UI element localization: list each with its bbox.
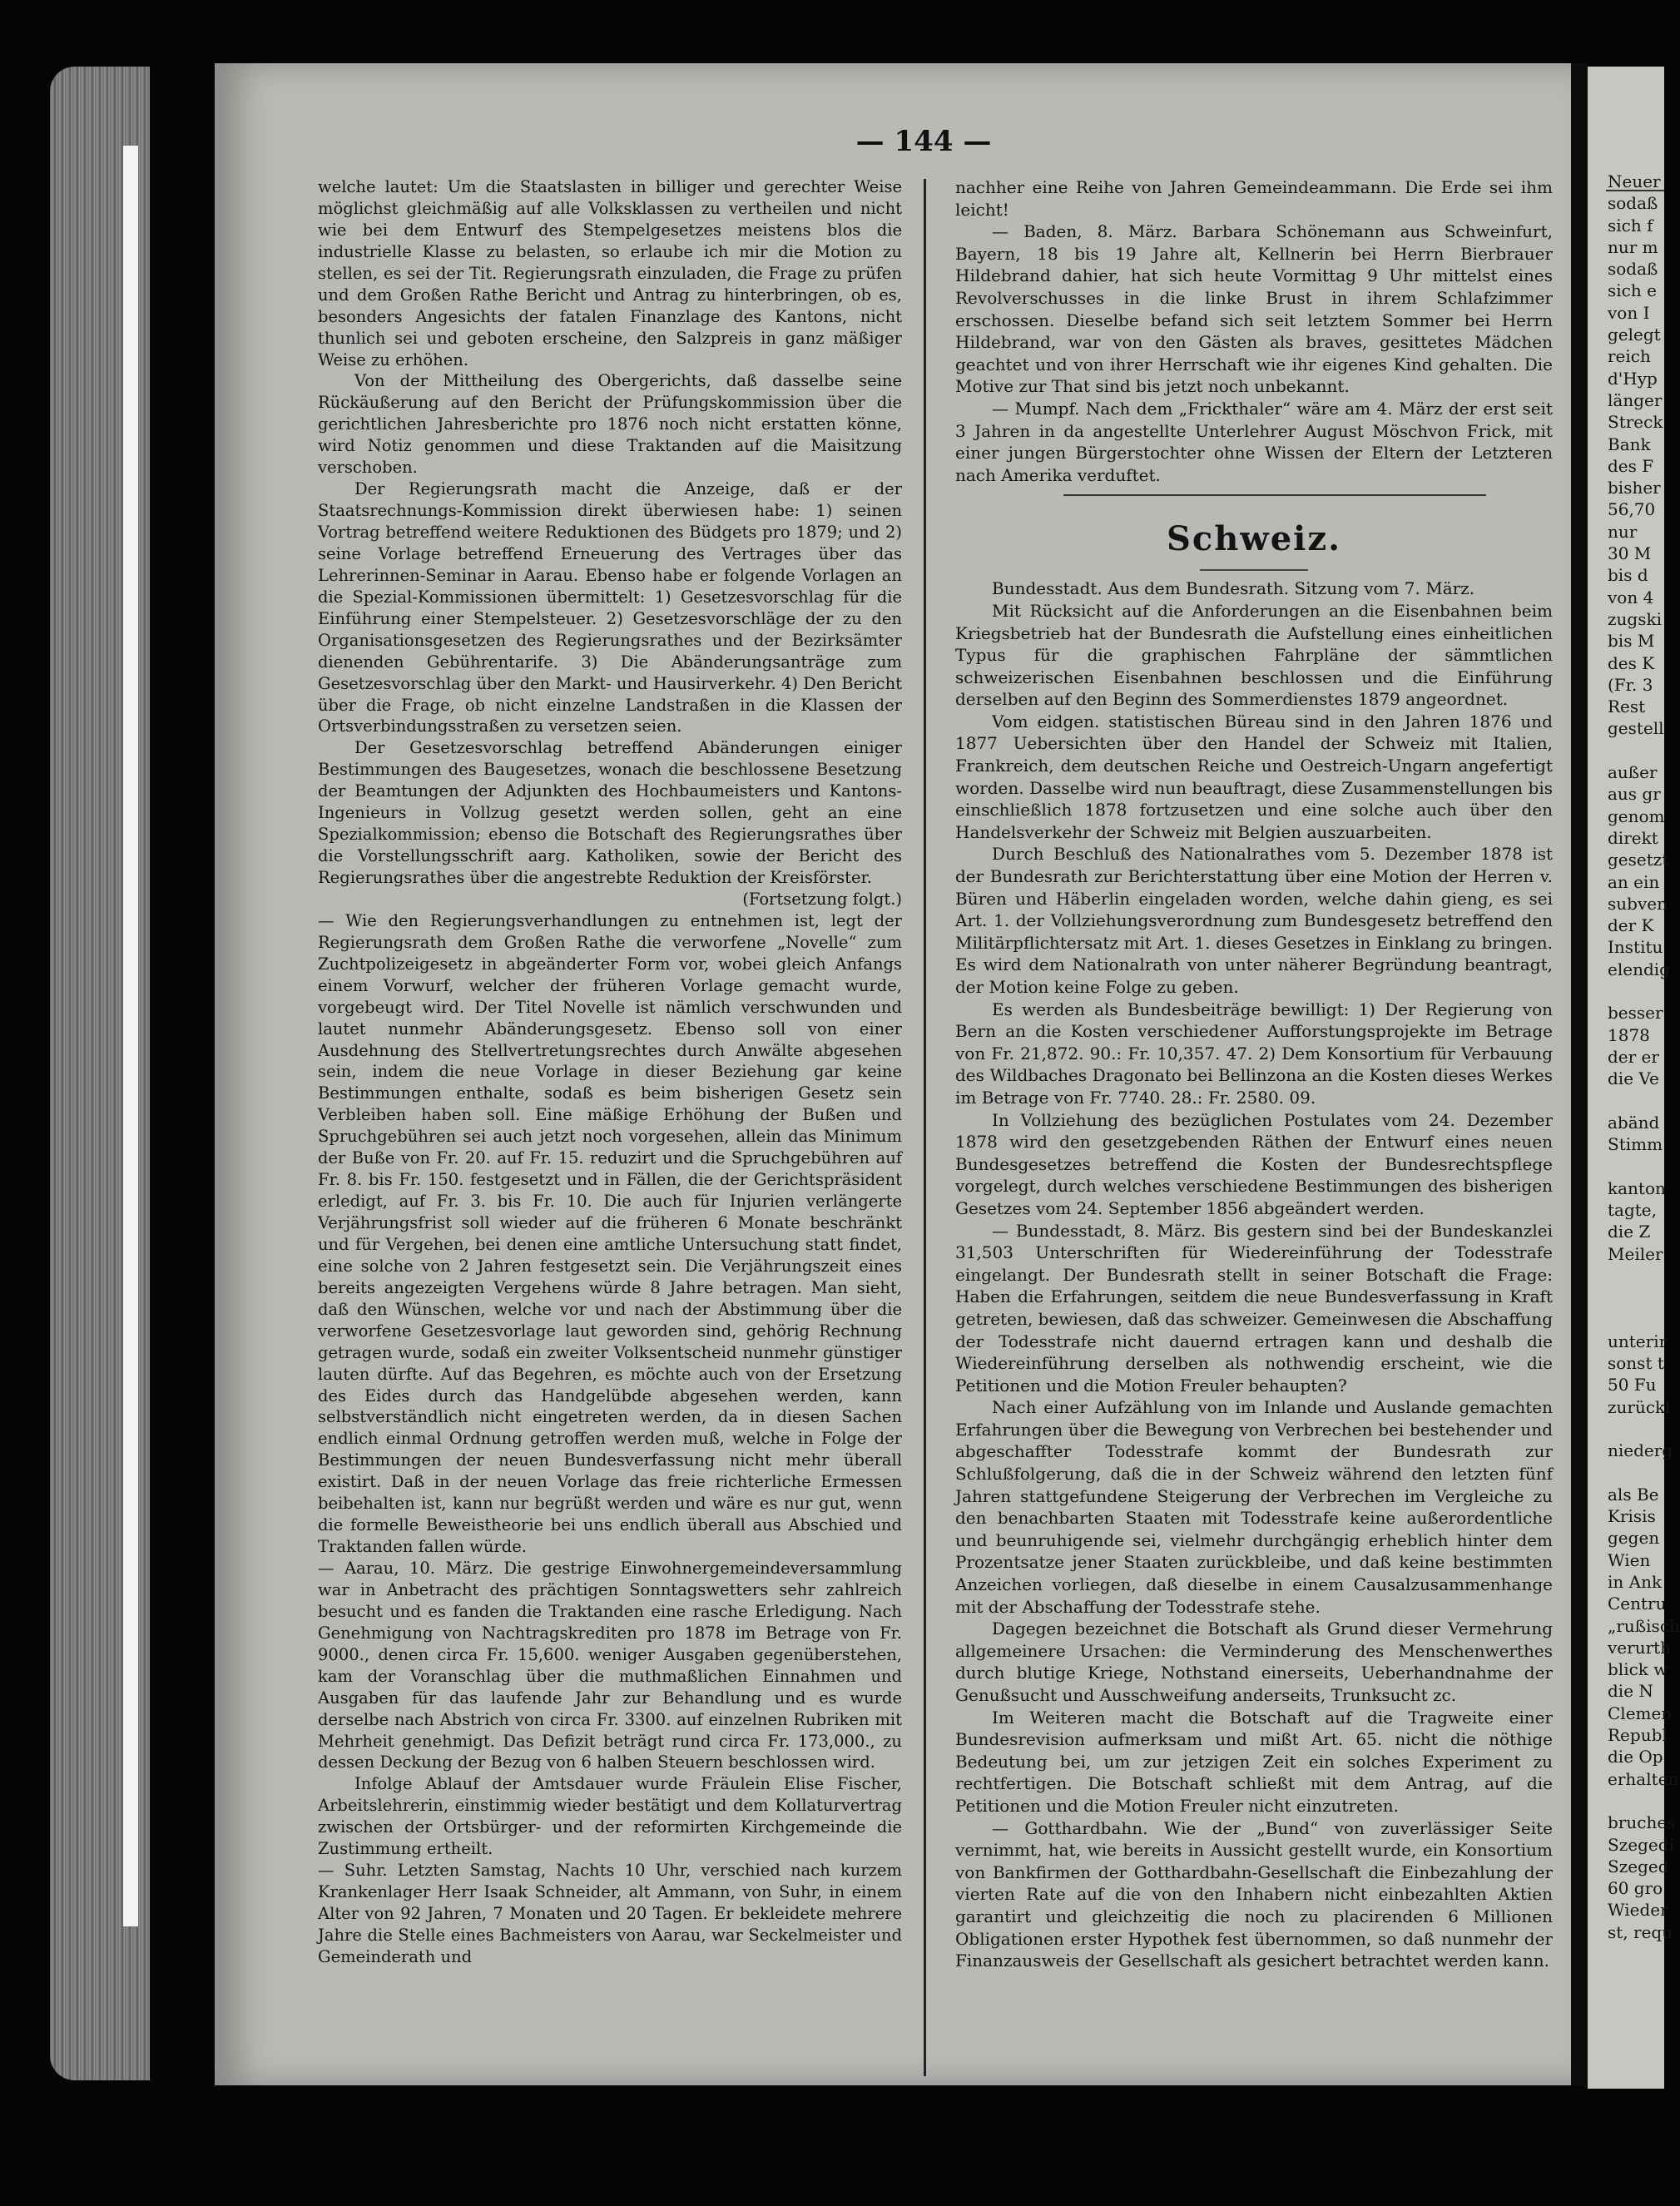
- next-page-line: die Ve: [1608, 1068, 1659, 1089]
- article-paragraph: Der Gesetzesvorschlag betreffend Abänderungen einiger Bestimmungen des Baugesetzes, wonach die beschlossene Besetzung der Beamtungen der Adjunkten des Hochbaumeisters und Kantons-Ingenieurs in Vollzug gesetzt werden sollen, geht an eine Spezialkommission; ebenso die Botschaft des Regierungsrathes über die Vorstellungsschrift aarg. Katholiken, sowie der Bericht des Regierungsrathes über die angestrebte Reduktion der Kreisförster.: [318, 738, 902, 887]
- next-page-line: Centru: [1608, 1594, 1667, 1614]
- article-paragraph: In Vollziehung des bezüglichen Postulates vom 24. Dezember 1878 wird den gesetzgebenden Räthen der Entwurf eines neuen Bundesgesetzes betreffend die Kosten der Bundesrechtspflege vorgelegt, durch welches verschiedene Bestimmungen des bisherigen Gesetzes vom 24. September 1856 abgeändert werden.: [955, 1109, 1553, 1218]
- next-page-line: reich: [1608, 346, 1651, 367]
- page-number: — 144 —: [855, 125, 992, 158]
- next-page-line: 50 Fu: [1608, 1375, 1657, 1395]
- next-page-line: gesetzt: [1608, 850, 1669, 870]
- article-paragraph: — Aarau, 10. März. Die gestrige Einwohnergemeindeversammlung war in Anbetracht des prächtigen Sonntagswetters sehr zahlreich besucht und es fanden die Traktanden eine rasche Erledigung. Nach Genehmigung von Nachtragskrediten pro 1878 im Betrage von Fr. 9000., denen circa Fr. 15,600. weniger Ausgaben gegenüberstehen, kam der Voranschlag über die muthmaßlichen Einnahmen und Ausgaben für das laufende Jahr zur Behandlung und es wurde derselbe nach Abstrich von circa Fr. 3300. auf einzelnen Rubriken mit Mehrheit genehmigt. Das Defizit beträgt rund circa Fr. 173,000., zu dessen Deckung der Bezug von 6 halben Steuern beschlossen wird.: [318, 1559, 902, 1772]
- article-paragraph: Der Regierungsrath macht die Anzeige, daß er der Staatsrechnungs-Kommission direkt überwiesen habe: 1) seinen Vortrag betreffend weitere Reduktionen des Büdgets pro 1879; und 2) seine Vorlage betreffend Erneuerung des Vertrages über das Lehrerinnen-Seminar in Aarau. Ebenso habe er folgende Vorlagen an die Spezial-Kommissionen übermittelt: 1) Gesetzesvorschlag für die Einführung einer Stempelsteuer. 2) Gesetzesvorschläge der zu den Organisationsgesetzen des Regierungsrathes und der Bezirksämter dienenden Gebührentarife. 3) Die Abänderungsanträge zum Gesetzesvorschlag über den Markt- und Hausirverkehr. 4) Den Bericht über die Frage, ob nicht einzelne Landstraßen in die Klassen der Ortsverbindungsstraßen zu versetzen seien.: [318, 479, 902, 736]
- next-page-line: tagte,: [1608, 1199, 1657, 1220]
- next-page-line: Institu: [1608, 937, 1663, 958]
- next-page-line: [1608, 980, 1664, 1002]
- article-paragraph: — Suhr. Letzten Samstag, Nachts 10 Uhr, verschied nach kurzem Krankenlager Herr Isaak Schneider, alt Ammann, von Suhr, in einem Alter von 92 Jahren, 7 Monaten und 20 Tagen. Er bekleidete mehrere Jahre die Stelle eines Bachmeisters von Aarau, war Seckelmeister und Gemeinderath und: [318, 1861, 902, 1966]
- next-page-line: bis d: [1608, 565, 1648, 586]
- next-page-line: [1608, 1462, 1664, 1484]
- next-page-line: (Fr. 3: [1608, 674, 1653, 695]
- article-paragraph: Dagegen bezeichnet die Botschaft als Grund dieser Vermehrung allgemeinere Ursachen: die Verminderung des Menschenwerthes durch blutige Kriege, Nothstand einerseits, Ueberhandnahme der Genußsucht und Ausschweifung anderseits, Trunksucht zc.: [955, 1619, 1553, 1705]
- book-edge-highlight: [123, 146, 138, 1926]
- next-page-line: des F: [1608, 455, 1654, 476]
- next-page-line: die N: [1608, 1681, 1653, 1702]
- next-page-line: direkt: [1608, 827, 1658, 848]
- next-page-line: von I: [1608, 302, 1650, 323]
- next-page-line: Wien: [1608, 1549, 1651, 1570]
- next-page-line: st, requ: [1608, 1921, 1673, 1942]
- article-paragraph: Nach einer Aufzählung von im Inlande und Auslande gemachten Erfahrungen über die Bewegung von Verbrechen bei bestehender und abgeschaffter Todesstrafe kommt der Bundesrath zur Schlußfolgerung, daß die in der Schweiz während den letzten fünf Jahren stattgefundene Steigerung der Verbrechen im Vergleiche zu den benachbarten Staaten mit Todesstrafe keine außerordentliche und beunruhigende sei, vielmehr durchgängig erheblich hinter dem Prozentsatze jener Staaten zurückbleibe, und daß keine bestimmten Anzeichen vorliegen, daß dieselbe in einem Causalzusammenhange mit der Abschaffung der Todesstrafe stehe.: [955, 1397, 1553, 1617]
- next-page-line: Neuer: [1608, 171, 1661, 191]
- next-page-line: Stimm: [1608, 1134, 1663, 1155]
- next-page-line: Krisis: [1608, 1506, 1656, 1527]
- column-divider: [924, 179, 926, 2076]
- article-paragraph: Infolge Ablauf der Amtsdauer wurde Fräulein Elise Fischer, Arbeitslehrerin, einstimmig wieder bestätigt und dem Kollaturvertrag zwischen der Ortsbürger- und der reformirten Kirchgemeinde die Zustimmung ertheilt.: [318, 1774, 902, 1859]
- next-page-line: Rest: [1608, 697, 1646, 717]
- next-page-line: abänd: [1608, 1112, 1660, 1133]
- article-paragraph: Mit Rücksicht auf die Anforderungen an die Eisenbahnen beim Kriegsbetrieb hat der Bundesrath die Aufstellung eines einheitlichen Typus für die graphischen Fahrpläne der sämmtlichen schweizerischen Eisenbahnen beschlossen und die Einführung derselben auf den Beginn des Sommerdienstes 1879 angeordnet.: [955, 600, 1553, 710]
- next-page-line: Szeged: [1608, 1856, 1669, 1876]
- next-page-line: sich e: [1608, 280, 1657, 301]
- next-page-line: [1608, 740, 1664, 761]
- next-page-line: gelegt: [1608, 325, 1661, 345]
- next-page-line: blick w: [1608, 1659, 1668, 1680]
- next-page-line: sonst t: [1608, 1353, 1664, 1374]
- next-page-line: sodaß: [1608, 193, 1658, 214]
- next-page-line: 1878: [1608, 1024, 1650, 1045]
- article-paragraph: welche lautet: Um die Staatslasten in billiger und gerechter Weise möglichst gleichmäßig auf alle Volksklassen zu vertheilen und nicht wie bei dem Entwurf des Stempelgesetzes meistens blos die industrielle Klasse zu belasten, so erlaube ich mir die Motion zu stellen, es sei der Tit. Regierungsrath einzuladen, die Frage zu prüfen und dem Großen Rathe Bericht und Antrag zu hinterbringen, ob es, besonders Angesichts der fatalen Finanzlage des Kantons, nicht thunlich sei und geboten erscheine, den Salzpreis in ganz mäßiger Weise zu erhöhen.: [318, 177, 902, 369]
- next-page-line: unterir: [1608, 1331, 1668, 1351]
- left-text-column: [318, 176, 902, 1968]
- next-page-line: aus gr: [1608, 784, 1661, 805]
- next-page-line: Streck: [1608, 412, 1663, 433]
- next-page-line: elendig: [1608, 959, 1670, 979]
- next-page-line: [1608, 1155, 1664, 1177]
- next-page-line: gegen: [1608, 1528, 1660, 1549]
- article-paragraph: Bundesstadt. Aus dem Bundesrath. Sitzung vom 7. März.: [992, 578, 1475, 599]
- next-page-line: außer: [1608, 762, 1658, 783]
- article-paragraph: Durch Beschluß des Nationalrathes vom 5. Dezember 1878 ist der Bundesrath zur Berichterstattung über eine Motion der Herren v. Büren und Häberlin eingeladen worden, welche dahin gieng, es sei Art. 1. der Vollziehungsverordnung zum Bundesgesetz betreffend den Militärpflichtersatz mit Art. 1. dieses Gesetzes in Einklang zu bringen. Es wird dem Nationalrath von unter näherer Begründung beantragt, der Motion keine Folge zu geben.: [955, 844, 1553, 997]
- next-page-line: sich f: [1608, 215, 1653, 235]
- article-paragraph: — Baden, 8. März. Barbara Schönemann aus Schweinfurt, Bayern, 18 bis 19 Jahre alt, Kellnerin bei Herrn Bierbrauer Hildebrand dahier, hat sich heute Vormittag 9 Uhr mittelst eines Revolverschusses in die linke Brust in ihrem Schlafzimmer erschossen. Dieselbe befand sich seit letztem Sommer bei Herrn Hildebrand, war von den Gästen als braves, gesittetes Mädchen geachtet und von ihrer Herrschaft wie ihr eigenes Kind gehalten. Die Motive zur That sind bis jetzt noch unbekannt.: [955, 221, 1553, 397]
- next-page-line: 30 M: [1608, 543, 1652, 564]
- article-paragraph: Im Weiteren macht die Botschaft auf die Tragweite einer Bundesrevision aufmerksam und mißt Art. 65. nicht die nöthige Bedeutung bei, um zur jetzigen Zeit ein solches Experiment zu rechtfertigen. Die Botschaft schließt mit dem Antrag, auf die Petitionen und die Motion Freuler nicht einzutreten.: [955, 1707, 1553, 1816]
- next-page-line: 60 gro: [1608, 1878, 1663, 1899]
- article-paragraph: — Mumpf. Nach dem „Frickthaler“ wäre am 4. März der erst seit 3 Jahren in da angestellte Unterlehrer August Möschvon Frick, mit einer jungen Bürgerstochter ohne Wissen der Eltern der Letzteren nach Amerika verduftet.: [955, 398, 1553, 485]
- next-page-line: bisher: [1608, 478, 1661, 498]
- article-paragraph: — Bundesstadt, 8. März. Bis gestern sind bei der Bundeskanzlei 31,503 Unterschriften für Wiedereinführung der Todesstrafe eingelangt. Der Bundesrath stellt in seiner Botschaft die Frage: Haben die Erfahrungen, seitdem die neue Bundesverfassung in Kraft getreten, bewiesen, daß das schweizer. Gemeinwesen die Abschaffung der Todesstrafe nicht dauernd ertragen kann und deshalb die Wiedereinführung derselben als nothwendig erscheint, wie die Petitionen und die Motion Freuler behaupten?: [955, 1220, 1553, 1395]
- next-page-line: der K: [1608, 915, 1654, 936]
- next-page-line: bis M: [1608, 631, 1655, 652]
- next-page-text-fragment: [1608, 171, 1680, 1943]
- next-page-line: d'Hyp: [1608, 368, 1658, 389]
- next-page-line: 56,70: [1608, 499, 1656, 520]
- middle-column-swiss-news: [955, 578, 1553, 1971]
- next-page-line: des K: [1608, 652, 1655, 673]
- next-page-line: Clemen: [1608, 1703, 1673, 1723]
- next-page-line: niederg: [1608, 1440, 1673, 1461]
- next-page-line: genom: [1608, 806, 1665, 826]
- article-paragraph: Vom eidgen. statistischen Büreau sind in den Jahren 1876 und 1877 Uebersichten über den Handel der Schweiz mit Italien, Frankreich, dem deutschen Reiche und Oestreich-Ungarn angefertigt worden. Dasselbe wird nun beauftragt, diese Zusammenstellungen bis einschließlich 1878 fortzusetzen und eine solche auch über den Handelsverkehr der Schweiz mit Belgien auszuarbeiten.: [955, 711, 1553, 842]
- article-paragraph: — Wie den Regierungsverhandlungen zu entnehmen ist, legt der Regierungsrath dem Großen Rathe die verworfene „Novelle“ zum Zuchtpolizeigesetz in abgeänderter Form vor, wobei gleich Anfangs einem Vorwurf, welcher der früheren Vorlage gemacht wurde, vorgebeugt wird. Der Titel Novelle ist nämlich verschwunden und lautet nunmehr Abänderungsgesetz. Ebenso soll von einer Ausdehnung des Stellvertretungsrechtes durch Anwälte abgesehen sein, indem die neue Vorlage in dieser Beziehung gar keine Bestimmungen enthalte, sodaß es beim bisherigen Gesetz sein Verbleiben haben soll. Eine mäßige Erhöhung der Bußen und Spruchgebühren sei auch jetzt noch vorgesehen, allein das Minimum der Buße von Fr. 20. auf Fr. 15. reduzirt und die Spruchgebühren auf Fr. 8. bis Fr. 150. festgesetzt und in Fällen, die der Gerichtspräsident erledigt, auf Fr. 3. bis Fr. 10. Die auch für Injurien verlängerte Verjährungsfrist soll wieder auf die früheren 6 Monate beschränkt und für Vergehen, bei denen eine amtliche Untersuchung statt findet, eine solche von 2 Jahren festgesetzt sein. Die Verjährungszeit eines bereits angezeigten Vergehens würde 8 Jahre betragen. Man sieht, daß den Wünschen, welche vor und nach der Abstimmung über die verworfene Gesetzesvorlage laut geworden sind, gehörig Rechnung getragen wurde, sodaß ein zweiter Volksentscheid nunmehr günstiger lauten dürfte. Auf das Begehren, es möchte auch von der Ersetzung des Eides durch das Handgelübde abgesehen werden, kann selbstverständlich nicht eingetreten werden, da in diesen Sachen endlich einmal Ordnung getroffen werden muß, welche in Folge der Bestimmungen der neuen Bundesverfassung nicht mehr überall existirt. Daß in der neuen Vorlage das freie richterliche Ermessen beibehalten ist, kann nur begrüßt werden und wäre es nur gut, wenn die formelle Beweistheorie bei uns endlich überall aus Abschied und Traktanden fallen würde.: [318, 910, 902, 1557]
- next-page-line: an ein: [1608, 871, 1660, 892]
- next-page-line: erhalten: [1608, 1768, 1679, 1789]
- next-page-line: die Z: [1608, 1222, 1651, 1242]
- next-page-line: sodaß: [1608, 259, 1658, 280]
- next-page-line: Meiler: [1608, 1243, 1663, 1264]
- next-page-line: die Op: [1608, 1747, 1663, 1767]
- next-page-line: [1608, 1790, 1664, 1812]
- next-page-line: von 4: [1608, 587, 1654, 607]
- next-page-line: in Ank: [1608, 1572, 1663, 1592]
- article-paragraph: Von der Mittheilung des Obergerichts, daß dasselbe seine Rückäußerung auf den Bericht der Prüfungskommission über die gerichtlichen Jahresberichte pro 1876 noch nicht erstatten könne, wird Notiz genommen und diese Traktanden auf die Maisitzung verschoben.: [318, 371, 902, 478]
- next-page-line: bruches: [1608, 1812, 1676, 1833]
- next-page-line: [1608, 1308, 1664, 1330]
- article-paragraph: nachher eine Reihe von Jahren Gemeindeammann. Die Erde sei ihm leicht!: [955, 177, 1553, 220]
- next-page-line: kanton: [1608, 1177, 1666, 1198]
- next-page-line: subven: [1608, 893, 1668, 914]
- next-page-line: [1608, 1418, 1664, 1440]
- next-page-line: „rußisch: [1608, 1615, 1680, 1636]
- next-page-line: zurückl: [1608, 1396, 1671, 1417]
- article-paragraph: (Fortsetzung folgt.): [742, 889, 902, 909]
- article-paragraph: — Gotthardbahn. Wie der „Bund“ von zuverlässiger Seite vernimmt, hat, wie bereits in Aussicht gestellt wurde, ein Konsortium von Bankfirmen der Gotthardbahn-Gesellschaft die Einbezahlung der vierten Rate auf die von den Inhabern nicht einbezahlten Aktien garantirt und gleichzeitig die noch zu placirenden 6 Millionen Obligationen erster Hypothek fest übernommen, so daß nunmehr der Finanzausweis der Gesellschaft als gesichert betrachtet werden kann.: [955, 1817, 1553, 1971]
- next-page-line: zugski: [1608, 608, 1662, 629]
- next-page-line: nur: [1608, 521, 1638, 542]
- next-page-line: Republ: [1608, 1725, 1668, 1746]
- next-page-line: Wieder: [1608, 1900, 1668, 1921]
- next-page-line: nur m: [1608, 236, 1658, 257]
- next-page-line: der er: [1608, 1046, 1659, 1067]
- article-paragraph: Es werden als Bundesbeiträge bewilligt: 1) Der Regierung von Bern an die Kosten verschiedener Aufforstungsprojekte im Betrage von Fr. 21,872. 90.: Fr. 10,357. 47. 2) Dem Konsortium für Verbauung des Wildbaches Dragonato bei Bellinzona an die Kosten dieses Werkes im Betrage von Fr. 7740. 28.: Fr. 2580. 09.: [955, 999, 1553, 1108]
- next-page-line: [1608, 1089, 1664, 1111]
- next-page-line: [1608, 1265, 1664, 1286]
- section-title-rule: [1200, 569, 1308, 571]
- next-page-line: länger: [1608, 389, 1663, 410]
- news-separator-rule: [1063, 494, 1486, 496]
- next-page-line: [1608, 1286, 1664, 1308]
- next-page-line: als Be: [1608, 1484, 1659, 1505]
- next-page-line: besser: [1608, 1003, 1663, 1024]
- next-page-line: Bank: [1608, 434, 1651, 454]
- middle-column-local-news: [955, 176, 1553, 486]
- next-page-line: verurth: [1608, 1637, 1672, 1658]
- next-page-line: gestell: [1608, 718, 1664, 739]
- middle-text-column: [955, 176, 1553, 1972]
- page-gutter: [1571, 63, 1588, 2085]
- next-page-line: Szegedi: [1608, 1834, 1674, 1855]
- section-title: Schweiz.: [1166, 519, 1342, 559]
